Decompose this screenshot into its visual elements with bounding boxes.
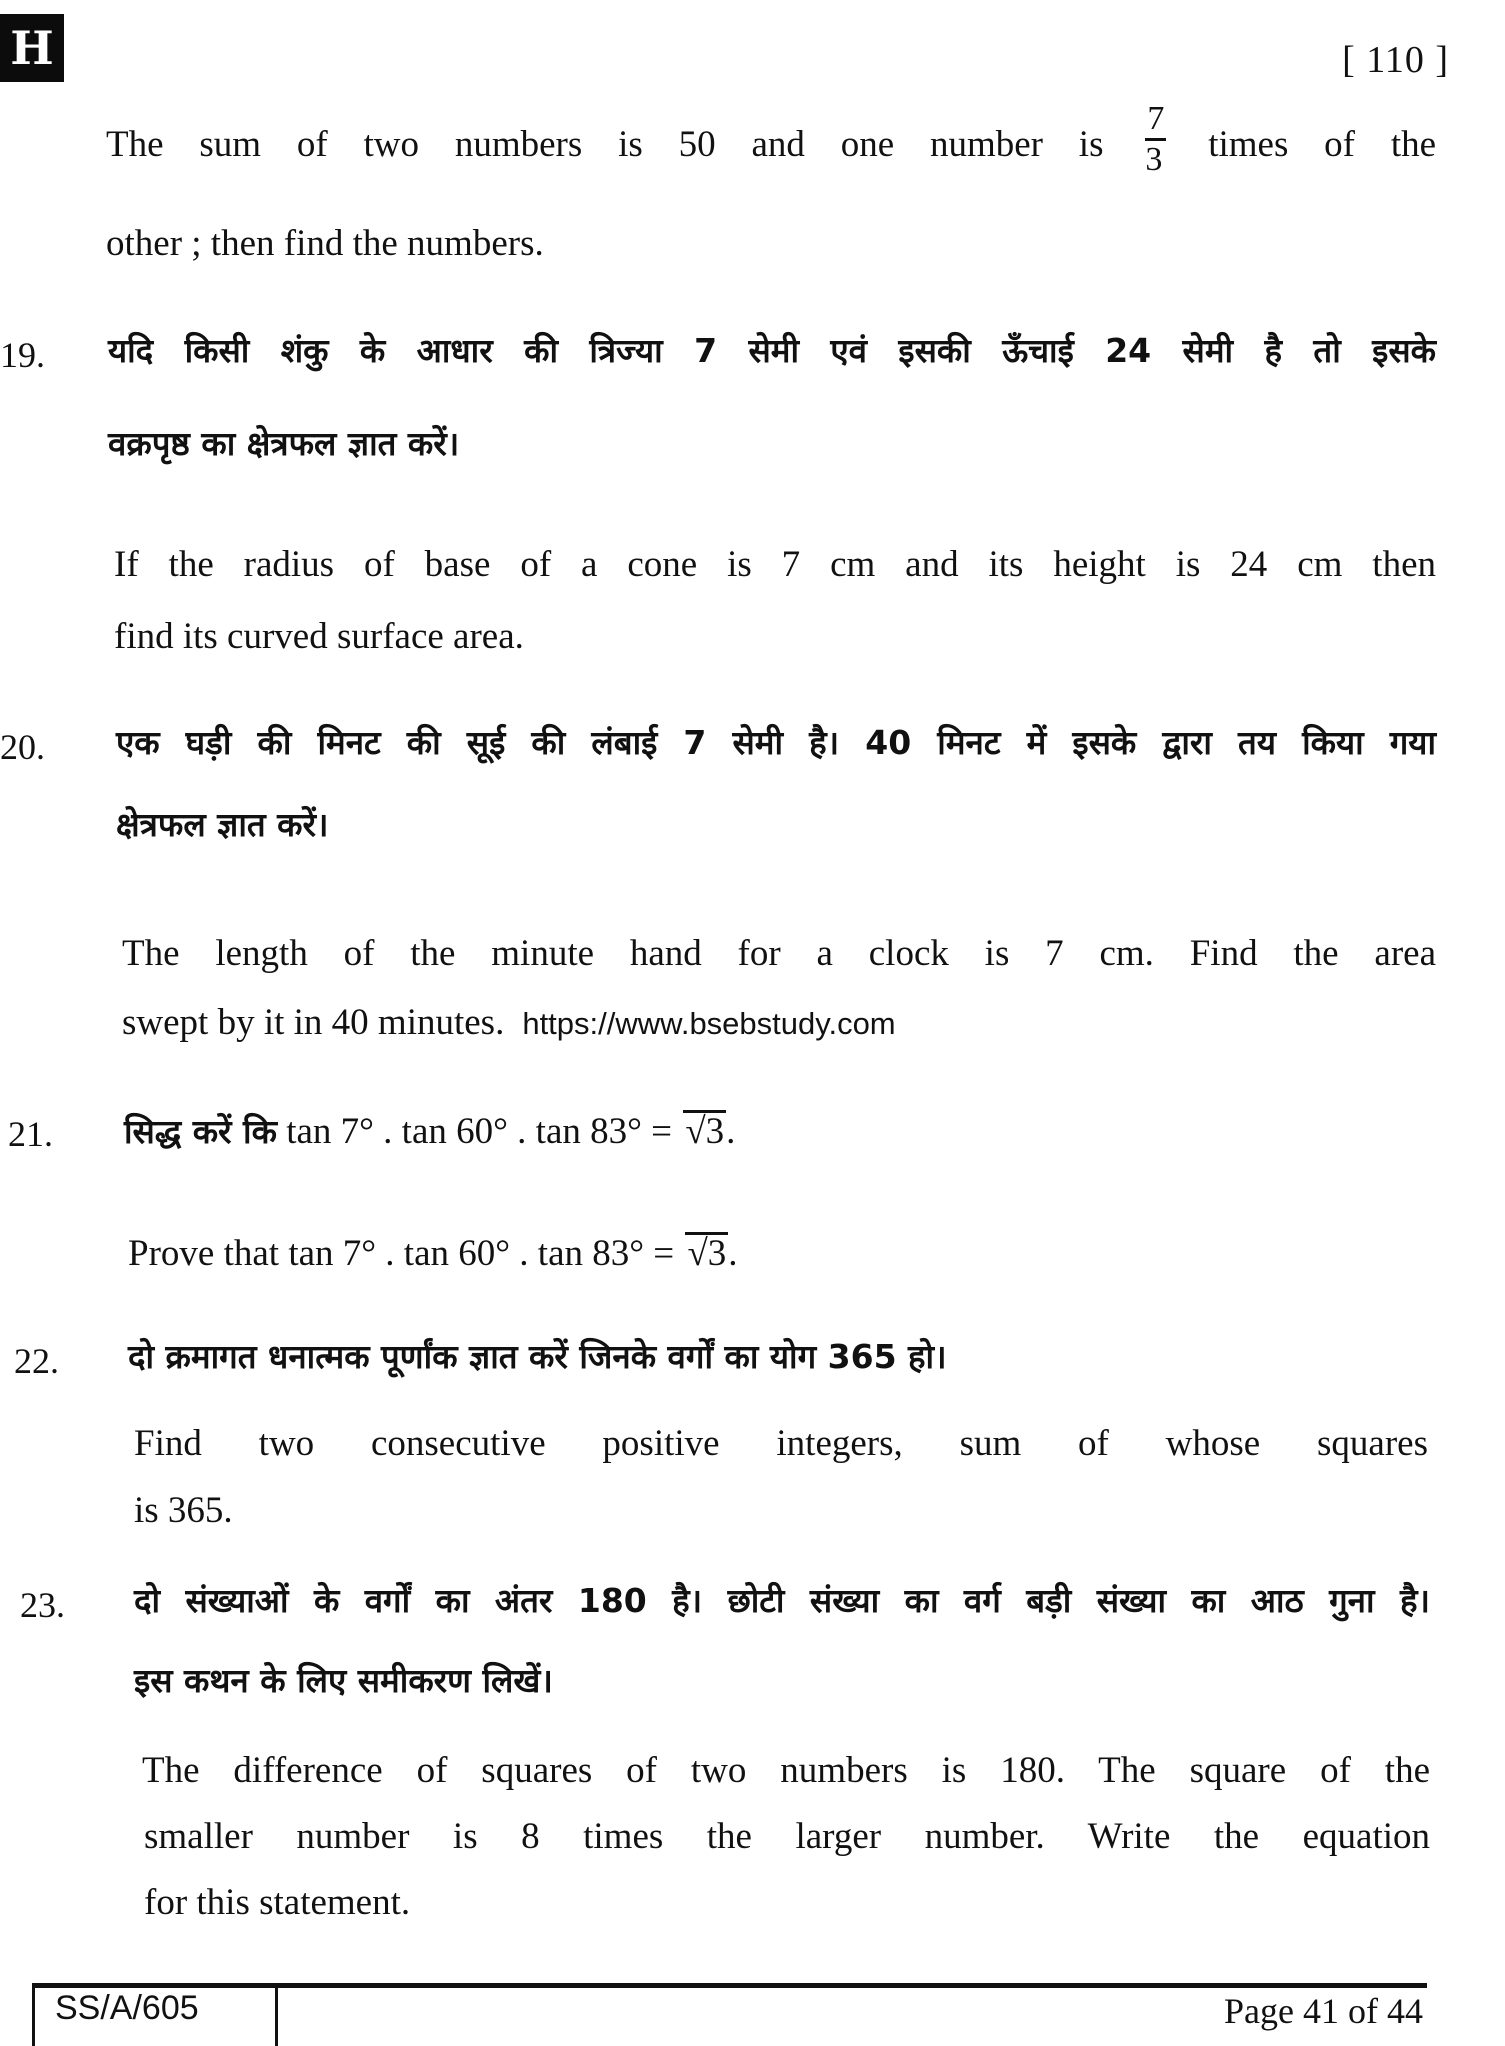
q21-english-line	[128, 1232, 738, 1274]
q23-hindi-line-1: दो संख्याओं के वर्गों का अंतर 180 है। छोटी संख्या का वर्ग बड़ी संख्या का आठ गुना है।	[134, 1581, 1430, 1620]
q23-english-line-3: for this statement.	[144, 1882, 411, 1923]
question-number-23: 23.	[20, 1585, 65, 1625]
q21-expression-english: tan 7° . tan 60° . tan 83° =	[288, 1233, 675, 1274]
question-number-20: 20.	[0, 727, 45, 767]
sqrt-value: 3	[707, 1233, 727, 1274]
question-number-19: 19.	[0, 335, 45, 375]
fraction-numerator: 7	[1145, 102, 1166, 141]
q21-hindi-prefix: सिद्ध करें कि	[124, 1112, 277, 1151]
q23-english-line-1: The difference of squares of two numbers is 180. The square of the	[142, 1750, 1430, 1791]
q20-english-line-2	[122, 1004, 896, 1041]
square-root-symbol: √3	[687, 1233, 727, 1274]
q18-english-line-1	[106, 100, 1437, 185]
q21-hindi-line	[124, 1110, 735, 1152]
square-root-symbol: √3	[685, 1111, 725, 1152]
paper-code: SS/A/605	[32, 1986, 278, 2046]
q22-hindi-line-1: दो क्रमागत धनात्मक पूर्णांक ज्ञात करें जिनके वर्गों का योग 365 हो।	[128, 1337, 947, 1376]
q21-english-prefix: Prove that	[128, 1233, 280, 1274]
q23-english-line-2: smaller number is 8 times the larger number. Write the equation	[144, 1816, 1430, 1857]
page-number: Page 41 of 44	[1224, 1991, 1423, 2031]
sqrt-value: 3	[705, 1111, 725, 1152]
q19-english-line-1: If the radius of base of a cone is 7 cm and its height is 24 cm then	[114, 544, 1436, 585]
q20-hindi-line-2: क्षेत्रफल ज्ञात करें।	[116, 805, 329, 844]
q20-english-line-1: The length of the minute hand for a clock is 7 cm. Find the area	[122, 933, 1436, 974]
q21-period: .	[726, 1111, 736, 1152]
q19-hindi-line-1: यदि किसी शंकु के आधार की त्रिज्या 7 सेमी एवं इसकी ऊँचाई 24 सेमी है तो इसके	[108, 331, 1436, 370]
q19-english-line-2: find its curved surface area.	[114, 616, 524, 657]
q22-english-line-2: is 365.	[134, 1490, 233, 1531]
watermark-link[interactable]: https://www.bsebstudy.com	[522, 1006, 896, 1041]
q22-english-line-1: Find two consecutive positive integers, sum of whose squares	[134, 1423, 1428, 1464]
question-number-22: 22.	[14, 1341, 59, 1381]
q18-text-after-fraction: times of the	[1208, 123, 1437, 165]
fraction-seven-thirds	[1145, 102, 1166, 177]
q21-period-english: .	[728, 1233, 738, 1274]
fraction-denominator: 3	[1145, 141, 1163, 178]
set-badge: H	[0, 14, 64, 82]
q18-text-before-fraction: The sum of two numbers is 50 and one number is	[106, 123, 1104, 165]
q19-hindi-line-2: वक्रपृष्ठ का क्षेत्रफल ज्ञात करें।	[108, 424, 460, 463]
question-number-21: 21.	[8, 1114, 53, 1154]
q20-hindi-line-1: एक घड़ी की मिनट की सूई की लंबाई 7 सेमी है। 40 मिनट में इसके द्वारा तय किया गया	[116, 723, 1436, 762]
q21-expression: tan 7° . tan 60° . tan 83° =	[286, 1111, 673, 1152]
q18-english-line-2: other ; then find the numbers.	[106, 223, 544, 264]
q20-english-line-2-text: swept by it in 40 minutes.	[122, 1002, 505, 1043]
q23-hindi-line-2: इस कथन के लिए समीकरण लिखें।	[134, 1661, 553, 1700]
page-code: [ 110 ]	[1342, 39, 1449, 81]
